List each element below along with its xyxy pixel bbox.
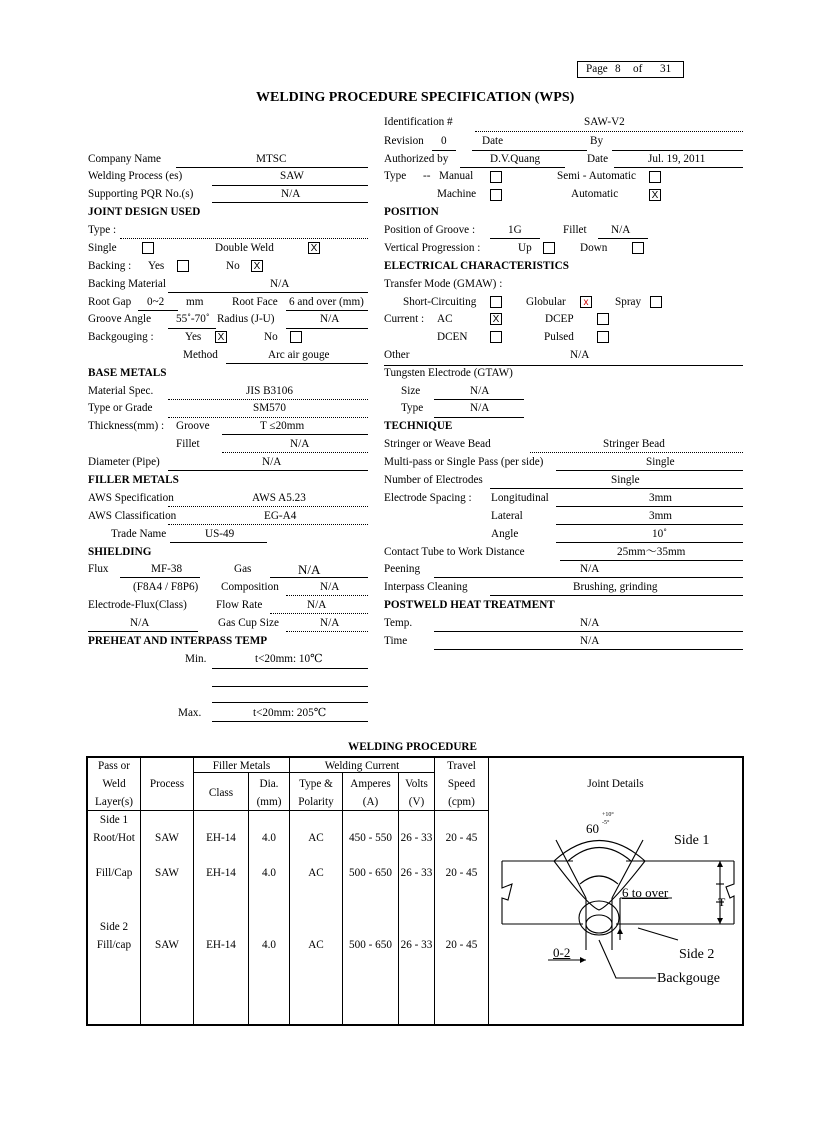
- table-header-bottom: [87, 810, 488, 811]
- row-volts: 26 - 33: [400, 939, 433, 951]
- row-speed: 20 - 45: [445, 832, 478, 844]
- peening-value: N/A: [580, 563, 600, 575]
- company-label: Company Name: [88, 153, 162, 165]
- up-checkbox[interactable]: [543, 242, 555, 254]
- authorized-value: D.V.Quang: [490, 153, 541, 165]
- backing-yes-label: Yes: [148, 260, 165, 272]
- col-current-h: Welding Current: [324, 760, 400, 772]
- backgouging-no-checkbox[interactable]: [290, 331, 302, 343]
- aws-spec-label: AWS Specification: [88, 492, 174, 504]
- grade-value: SM570: [253, 402, 286, 414]
- down-checkbox[interactable]: [632, 242, 644, 254]
- diagram-side2: Side 2: [679, 947, 715, 962]
- authorized-line: [460, 167, 565, 168]
- break-line-left: [502, 861, 512, 924]
- automatic-checkbox[interactable]: X: [649, 189, 661, 201]
- tungsten-size-value: N/A: [470, 385, 490, 397]
- other-label: Other: [384, 349, 410, 361]
- identification-value: SAW-V2: [584, 116, 625, 128]
- gas-cup-value: N/A: [320, 617, 340, 629]
- thickness-fillet-line: [222, 452, 368, 453]
- thickness-groove-value: T ≤20mm: [260, 420, 305, 432]
- electrode-flux-value: N/A: [130, 617, 150, 629]
- diagram-face-label: 6 to over: [622, 885, 669, 900]
- row-volts: 26 - 33: [400, 867, 433, 879]
- pulsed-label: Pulsed: [544, 331, 574, 343]
- pwht-temp-value: N/A: [580, 617, 600, 629]
- thickness-fillet-value: N/A: [290, 438, 310, 450]
- process-value: SAW: [280, 170, 304, 182]
- backing-material-label: Backing Material: [88, 278, 166, 290]
- page-total: 31: [660, 63, 672, 75]
- diagram-tol-minus: -5°: [602, 820, 610, 826]
- row-dia: 4.0: [262, 867, 276, 879]
- backgouging-yes-checkbox[interactable]: X: [215, 331, 227, 343]
- gas-cup-line: [286, 631, 368, 632]
- tungsten-type-label: Type: [401, 402, 424, 414]
- gas-label: Gas: [234, 563, 252, 575]
- root-face-line: [286, 310, 368, 311]
- tungsten-type-line: [434, 417, 524, 418]
- process-line: [212, 185, 368, 186]
- interpass-cleaning-label: Interpass Cleaning: [384, 581, 468, 593]
- col-pass-h1: Pass or: [97, 760, 130, 772]
- fillet-position-label: Fillet: [563, 224, 587, 236]
- down-label: Down: [580, 242, 608, 254]
- backgouging-no-label: No: [264, 331, 278, 343]
- break-line-right: [726, 861, 734, 924]
- composition-line: [286, 595, 368, 596]
- gas-line: [270, 577, 368, 578]
- row-layer: Fill/Cap: [95, 867, 133, 879]
- backing-label: Backing :: [88, 260, 132, 272]
- pulsed-checkbox[interactable]: [597, 331, 609, 343]
- joint-type-label: Type :: [88, 224, 117, 236]
- backgouging-label: Backgouging :: [88, 331, 154, 343]
- row-dia: 4.0: [262, 939, 276, 951]
- joint-design-heading: JOINT DESIGN USED: [88, 206, 201, 218]
- peening-label: Peening: [384, 563, 421, 575]
- aws-spec-line: [168, 506, 368, 507]
- revision-by-line: [612, 150, 743, 151]
- material-spec-label: Material Spec.: [88, 385, 154, 397]
- pwht-temp-label: Temp.: [384, 617, 413, 629]
- diameter-line: [168, 470, 368, 471]
- diagram-gap-label: 0-2: [553, 945, 571, 960]
- dcen-checkbox[interactable]: [490, 331, 502, 343]
- stringer-label: Stringer or Weave Bead: [384, 438, 491, 450]
- thickness-groove-label: Groove: [176, 420, 210, 432]
- grade-line: [168, 417, 368, 418]
- composition-value: N/A: [320, 581, 340, 593]
- tungsten-label: Tungsten Electrode (GTAW): [384, 367, 513, 379]
- ac-checkbox[interactable]: X: [490, 313, 502, 325]
- weld-cap-outline: [554, 841, 645, 862]
- row-process: SAW: [155, 867, 179, 879]
- revision-value: 0: [441, 135, 447, 147]
- spacing-label: Electrode Spacing :: [384, 492, 472, 504]
- revision-line: [432, 150, 456, 151]
- tungsten-type-value: N/A: [470, 402, 490, 414]
- contact-tube-line: [560, 560, 743, 561]
- pqr-label: Supporting PQR No.(s): [88, 188, 194, 200]
- pqr-line: [212, 202, 368, 203]
- interpass-cleaning-line: [490, 595, 743, 596]
- row-class: EH-14: [206, 832, 236, 844]
- row-polarity: AC: [308, 832, 324, 844]
- procedure-heading: WELDING PROCEDURE: [348, 741, 477, 753]
- preheat-max-value: t<20mm: 205℃: [253, 707, 327, 719]
- row-speed: 20 - 45: [445, 939, 478, 951]
- page-current: 8: [615, 63, 621, 75]
- lateral-value: 3mm: [649, 510, 672, 522]
- joint-type-line: [120, 238, 368, 239]
- semi-auto-checkbox[interactable]: [649, 171, 661, 183]
- root-gap-label: Root Gap: [88, 296, 132, 308]
- multipass-line: [556, 470, 743, 471]
- up-label: Up: [518, 242, 532, 254]
- stringer-value: Stringer Bead: [603, 438, 665, 450]
- type-dashes: --: [423, 170, 431, 182]
- pqr-value: N/A: [281, 188, 301, 200]
- weld-inner-pass: [568, 848, 631, 862]
- row-process: SAW: [155, 939, 179, 951]
- col-dia-h1: Dia.: [259, 778, 279, 790]
- electrodes-value: Single: [611, 474, 640, 486]
- row-volts: 26 - 33: [400, 832, 433, 844]
- stringer-line: [530, 452, 743, 453]
- flux-value: MF-38: [151, 563, 183, 575]
- radius-line: [286, 328, 368, 329]
- interpass-cleaning-value: Brushing, grinding: [573, 581, 658, 593]
- authorized-date-label: Date: [587, 153, 609, 165]
- flow-rate-value: N/A: [307, 599, 327, 611]
- base-metals-heading: BASE METALS: [88, 367, 167, 379]
- side2-weld: [579, 901, 619, 935]
- preheat-blank-line-1: [212, 686, 368, 687]
- revision-date-line: [472, 150, 587, 151]
- revision-date-label: Date: [482, 135, 504, 147]
- peening-line: [434, 577, 743, 578]
- longitudinal-value: 3mm: [649, 492, 672, 504]
- backgouge-leader: [599, 940, 656, 978]
- revision-by-label: By: [590, 135, 604, 147]
- diagram-side1: Side 1: [674, 833, 710, 848]
- electrode-flux-label: Electrode-Flux(Class): [88, 599, 187, 611]
- authorized-date-line: [614, 167, 743, 168]
- preheat-max-label: Max.: [178, 707, 202, 719]
- page-of: of: [633, 63, 643, 75]
- row-polarity: AC: [308, 867, 324, 879]
- identification-line: [475, 131, 743, 132]
- electrodes-line: [490, 488, 743, 489]
- double-weld-checkbox[interactable]: X: [308, 242, 320, 254]
- row-class: EH-14: [206, 867, 236, 879]
- document-title: WELDING PROCEDURE SPECIFICATION (WPS): [256, 90, 575, 105]
- electrical-heading: ELECTRICAL CHARACTERISTICS: [384, 260, 569, 272]
- thickness-fillet-label: Fillet: [176, 438, 200, 450]
- process-label: Welding Process (es): [88, 170, 183, 182]
- groove-angle-label: Groove Angle: [88, 313, 152, 325]
- machine-label: Machine: [437, 188, 477, 200]
- type-label: Type: [384, 170, 407, 182]
- single-label: Single: [88, 242, 117, 254]
- diameter-label: Diameter (Pipe): [88, 456, 160, 468]
- diagram-thickness-label: T: [718, 895, 726, 909]
- semi-auto-label: Semi - Automatic: [557, 170, 636, 182]
- groove-angle-line: [168, 328, 216, 329]
- col-type-h1: Type &: [299, 778, 333, 790]
- material-spec-line: [168, 399, 368, 400]
- angle-label: Angle: [491, 528, 519, 540]
- method-line: [226, 363, 368, 364]
- page-label: Page: [586, 63, 608, 75]
- col-volts-h2: (V): [408, 796, 425, 808]
- contact-tube-label: Contact Tube to Work Distance: [384, 546, 525, 558]
- tungsten-size-label: Size: [401, 385, 421, 397]
- preheat-blank-line-2: [212, 702, 368, 703]
- backing-no-label: No: [226, 260, 240, 272]
- side2-leader: [638, 928, 678, 940]
- short-circuiting-checkbox[interactable]: [490, 296, 502, 308]
- identification-label: Identification #: [384, 116, 453, 128]
- groove-angle-value: 55˚-70˚: [176, 313, 210, 325]
- vertical-progression-label: Vertical Progression :: [384, 242, 481, 254]
- groove-position-value: 1G: [508, 224, 522, 236]
- composition-label: Composition: [221, 581, 279, 593]
- longitudinal-line: [556, 506, 743, 507]
- pwht-temp-line: [434, 631, 743, 632]
- manual-label: Manual: [439, 170, 474, 182]
- aws-class-value: EG-A4: [264, 510, 297, 522]
- double-weld-label: Double Weld: [215, 242, 274, 254]
- grade-label: Type or Grade: [88, 402, 153, 414]
- diameter-value: N/A: [262, 456, 282, 468]
- flow-rate-line: [270, 613, 368, 614]
- weld-root-pass: [580, 876, 618, 884]
- electrodes-label: Number of Electrodes: [384, 474, 483, 486]
- trade-name-line: [170, 542, 267, 543]
- company-value: MTSC: [256, 153, 287, 165]
- row-dia: 4.0: [262, 832, 276, 844]
- multipass-label: Multi-pass or Single Pass (per side): [384, 456, 544, 468]
- radius-label: Radius (J-U): [217, 313, 275, 325]
- side2-label: Side 2: [99, 921, 129, 933]
- angle-value: 10˚: [652, 528, 667, 540]
- row-layer: Fill/cap: [96, 939, 132, 951]
- company-line: [176, 167, 368, 168]
- electrode-flux-line: [88, 631, 198, 632]
- flow-rate-label: Flow Rate: [216, 599, 263, 611]
- gas-cup-label: Gas Cup Size: [218, 617, 279, 629]
- root-face-label: Root Face: [232, 296, 278, 308]
- fillet-position-value: N/A: [611, 224, 631, 236]
- ac-label: AC: [437, 313, 453, 325]
- col-travel-h2: Speed: [447, 778, 476, 790]
- method-label: Method: [183, 349, 218, 361]
- dcen-label: DCEN: [437, 331, 468, 343]
- dcep-checkbox[interactable]: [597, 313, 609, 325]
- col-dia-h2: (mm): [256, 796, 282, 808]
- backgouging-yes-label: Yes: [185, 331, 202, 343]
- backing-yes-checkbox[interactable]: [177, 260, 189, 272]
- other-value: N/A: [570, 349, 590, 361]
- current-label: Current :: [384, 313, 425, 325]
- single-checkbox[interactable]: [142, 242, 154, 254]
- col-type-h2: Polarity: [298, 796, 334, 808]
- lateral-line: [556, 524, 743, 525]
- thickness-groove-line: [222, 434, 368, 435]
- aws-class-label: AWS Classification: [88, 510, 177, 522]
- trade-name-label: Trade Name: [111, 528, 167, 540]
- preheat-min-value: t<20mm: 10℃: [255, 653, 323, 665]
- diagram-angle: 60: [586, 821, 599, 836]
- col-amps-h1: Amperes: [350, 778, 391, 790]
- machine-checkbox[interactable]: [490, 189, 502, 201]
- aws-spec-value: AWS A5.23: [252, 492, 306, 504]
- other-line: [384, 365, 743, 366]
- spray-checkbox[interactable]: [650, 296, 662, 308]
- position-heading: POSITION: [384, 206, 439, 218]
- row-process: SAW: [155, 832, 179, 844]
- groove-position-label: Position of Groove :: [384, 224, 476, 236]
- groove-position-line: [490, 238, 540, 239]
- diagram-backgouge: Backgouge: [657, 971, 720, 986]
- pwht-time-line: [434, 649, 743, 650]
- row-amps: 500 - 650: [349, 939, 392, 951]
- filler-metals-heading: FILLER METALS: [88, 474, 179, 486]
- revision-label: Revision: [384, 135, 424, 147]
- root-gap-line: [138, 310, 178, 311]
- preheat-heading: PREHEAT AND INTERPASS TEMP: [88, 635, 268, 647]
- row-amps: 500 - 650: [349, 867, 392, 879]
- method-value: Arc air gouge: [268, 349, 330, 361]
- row-amps: 450 - 550: [349, 832, 392, 844]
- aws-class-line: [168, 524, 368, 525]
- tungsten-size-line: [434, 399, 524, 400]
- row-polarity: AC: [308, 939, 324, 951]
- col-amps-h2: (A): [362, 796, 379, 808]
- trade-name-value: US-49: [205, 528, 235, 540]
- col-class-h: Class: [208, 787, 234, 799]
- pwht-heading: POSTWELD HEAT TREATMENT: [384, 599, 555, 611]
- root-gap-value: 0~2: [147, 296, 165, 308]
- preheat-min-line: [212, 668, 368, 669]
- spray-label: Spray: [615, 296, 642, 308]
- material-spec-value: JIS B3106: [246, 385, 293, 397]
- multipass-value: Single: [646, 456, 675, 468]
- dcep-label: DCEP: [545, 313, 574, 325]
- authorized-label: Authorized by: [384, 153, 449, 165]
- col-travel-h3: (cpm): [448, 796, 475, 808]
- gas-value: N/A: [298, 562, 321, 577]
- contact-tube-value: 25mm～35mm: [617, 546, 686, 558]
- pwht-time-label: Time: [384, 635, 408, 647]
- col-travel-h1: Travel: [447, 760, 476, 772]
- preheat-min-label: Min.: [185, 653, 207, 665]
- automatic-label: Automatic: [571, 188, 619, 200]
- lateral-label: Lateral: [491, 510, 523, 522]
- technique-heading: TECHNIQUE: [384, 420, 453, 432]
- fillet-position-line: [598, 238, 648, 239]
- root-face-value: 6 and over (mm): [289, 296, 364, 308]
- authorized-date-value: Jul. 19, 2011: [648, 153, 706, 165]
- flux-class: (F8A4 / F8P6): [133, 581, 199, 593]
- manual-checkbox[interactable]: [490, 171, 502, 183]
- col-joint-h: Joint Details: [587, 778, 644, 790]
- row-speed: 20 - 45: [445, 867, 478, 879]
- col-volts-h1: Volts: [405, 778, 428, 790]
- col-filler-h: Filler Metals: [212, 760, 271, 772]
- col-process-h: Process: [149, 778, 185, 790]
- radius-value: N/A: [320, 313, 340, 325]
- row-layer: Root/Hot: [93, 832, 135, 844]
- short-circuiting-label: Short-Circuiting: [403, 296, 477, 308]
- angle-line: [556, 542, 743, 543]
- backing-material-line: [168, 292, 368, 293]
- pwht-time-value: N/A: [580, 635, 600, 647]
- root-gap-unit: mm: [186, 296, 204, 308]
- backing-material-value: N/A: [270, 278, 290, 290]
- side2-backgouge-pass: [586, 915, 612, 933]
- col-pass-h3: Layer(s): [95, 796, 133, 808]
- globular-label: Globular: [526, 296, 566, 308]
- shielding-heading: SHIELDING: [88, 546, 152, 558]
- col-pass-h2: Weld: [102, 778, 126, 790]
- side1-label: Side 1: [99, 814, 129, 826]
- thickness-label: Thickness(mm) :: [88, 420, 165, 432]
- flux-label: Flux: [88, 563, 109, 575]
- globular-checkbox[interactable]: x: [580, 296, 592, 308]
- transfer-mode-label: Transfer Mode (GMAW) :: [384, 278, 503, 290]
- backing-no-checkbox[interactable]: X: [251, 260, 263, 272]
- diagram-tol-plus: +10°: [602, 812, 614, 818]
- row-class: EH-14: [206, 939, 236, 951]
- preheat-max-line: [212, 721, 368, 722]
- flux-line: [120, 577, 200, 578]
- longitudinal-label: Longitudinal: [491, 492, 549, 504]
- table-col-line: [140, 757, 141, 1025]
